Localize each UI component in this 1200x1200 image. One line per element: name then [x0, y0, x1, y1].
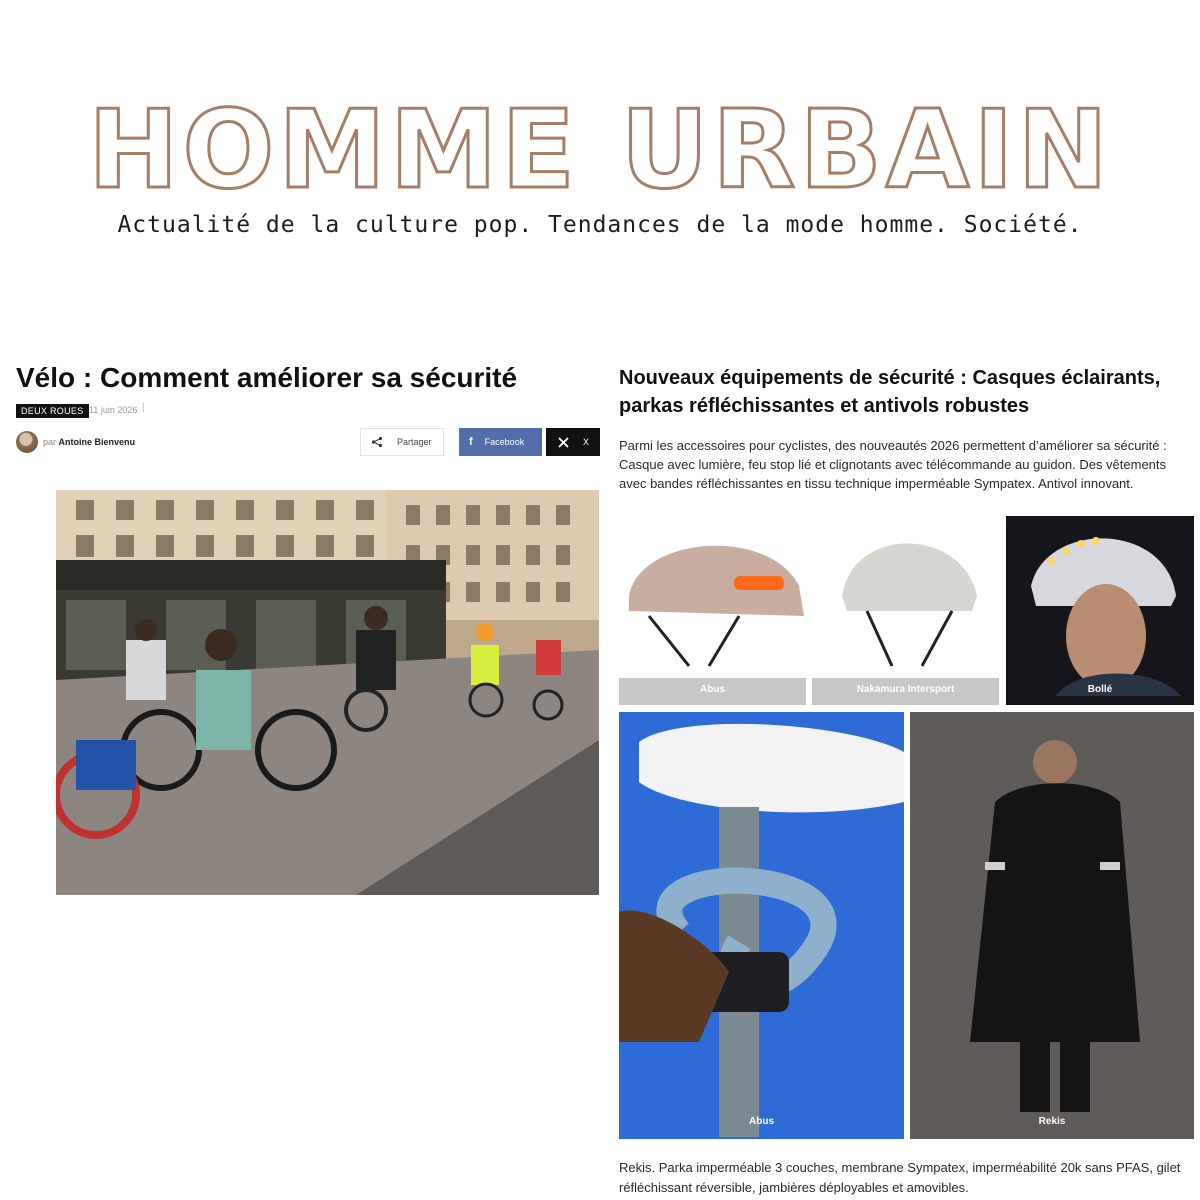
gallery-item[interactable] [619, 516, 806, 705]
gallery-caption: Abus [700, 684, 725, 695]
share-label: Partager [397, 437, 432, 447]
author-name[interactable]: Antoine Bienvenu [58, 437, 136, 447]
site-logo[interactable]: HOMME URBAIN [88, 88, 1112, 213]
x-share-button[interactable] [546, 428, 600, 456]
article-title: Vélo : Comment améliorer sa sécurité [16, 362, 518, 393]
helmet-image [619, 516, 806, 705]
share-button[interactable] [360, 428, 444, 456]
facebook-share-button[interactable] [459, 428, 542, 456]
feature-footer: Rekis. Parka imperméable 3 couches, membrane Sympatex, imperméabilité 20k sans PFAS, gilet réfléchissant réversible, jambières déployables et amovibles. [619, 1160, 1181, 1195]
author-avatar[interactable] [16, 431, 38, 453]
author-byline [43, 437, 135, 447]
meta-divider: | [142, 402, 145, 413]
lock-image [619, 712, 904, 1139]
feature-title: Nouveaux équipements de sécurité : Casques éclairants, parkas réfléchissantes et antivols robustes [619, 367, 1161, 417]
article-date: 11 juin 2026 [89, 405, 138, 415]
gallery-item[interactable] [812, 516, 999, 705]
share-icon [371, 436, 383, 448]
facebook-icon: f [469, 436, 473, 448]
x-logo-icon [558, 437, 569, 448]
cyclists-street-photo [56, 490, 599, 895]
gallery-caption: Rekis [1038, 1116, 1066, 1127]
x-label: X [583, 437, 590, 447]
gallery-item[interactable] [619, 712, 904, 1139]
site-tagline: Actualité de la culture pop. Tendances de la mode homme. Société. [117, 212, 1083, 238]
gallery-item[interactable] [1006, 516, 1194, 705]
category-badge[interactable]: DEUX ROUES [16, 404, 89, 418]
gallery-caption: Nakamura Intersport [856, 684, 955, 695]
feature-intro: Parmi les accessoires pour cyclistes, des nouveautés 2026 permettent d’améliorer sa sécurité : Casque avec lumière, feu stop lié et clignotants avec télécommande au guidon. Des vêtements avec bandes réfléchissantes en tissu technique imperméable Sympatex. Antivol innovant. [619, 438, 1167, 491]
facebook-label: Facebook [484, 437, 525, 447]
parka-image [910, 712, 1194, 1139]
gallery-caption: Bollé [1087, 684, 1113, 695]
helmet-image [812, 516, 999, 705]
helmet-portrait-image [1006, 516, 1194, 705]
gallery-caption: Abus [749, 1116, 774, 1127]
gallery-item[interactable] [910, 712, 1194, 1139]
author-prefix: par [43, 437, 57, 447]
